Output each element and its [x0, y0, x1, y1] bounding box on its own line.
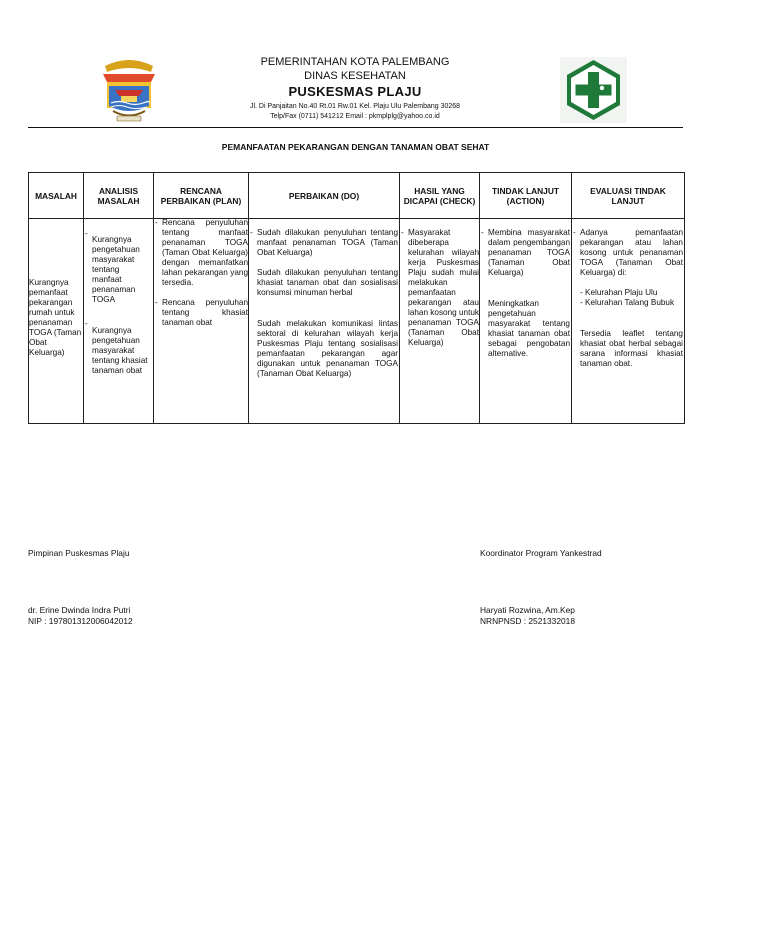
cell-hasil: [400, 219, 480, 424]
pdca-table: [28, 172, 685, 424]
table-header-row: [29, 173, 685, 219]
right-signatory-id: NRNPNSD : 2521332018: [480, 616, 575, 626]
right-signatory-role: Koordinator Program Yankestrad: [480, 548, 602, 558]
contact-info: Telp/Fax (0711) 541212 Email : pkmplplg@yahoo.co.id: [270, 113, 440, 120]
bullet-dash: -: [250, 228, 253, 237]
cell-masalah: [29, 219, 84, 424]
evaluasi-item: - Kelurahan Plaju Ulu: [580, 288, 658, 297]
cell-rencana: [154, 219, 249, 424]
agency-name: DINAS KESEHATAN: [304, 70, 406, 82]
hasil-text: Masyarakat dibeberapa kelurahan wilayah kerja Puskesmas Plaju sudah mulai melakukan pemanfaatan pekarangan atau lahan kosong untuk penanaman TOGA (Tanaman Obat Keluarga): [408, 228, 480, 347]
tindak-item: Meningkatkan pengetahuan masyarakat tentang khasiat tanaman obat sebagai pengobatan alternative.: [488, 299, 570, 358]
bullet-dash: -: [85, 319, 88, 328]
masalah-text: Kurangnya pemanfaat pekarangan rumah untuk penanaman TOGA (Taman Obat Keluarga): [29, 278, 82, 357]
left-signatory-role: Pimpinan Puskesmas Plaju: [28, 548, 130, 558]
evaluasi-closing: Tersedia leaflet tentang khasiat obat herbal sebagai sarana informasi khasiat tanaman obat.: [580, 329, 683, 368]
header-evaluasi: EVALUASI TINDAK LANJUT: [572, 173, 685, 219]
header-perbaikan: PERBAIKAN (DO): [249, 173, 400, 219]
evaluasi-item: - Kelurahan Talang Bubuk: [580, 298, 675, 307]
perbaikan-item: Sudah melakukan komunikasi lintas sektoral di kelurahan wilayah kerja Puskesmas Plaju tentang sosialisasi pemanfaatan pekarangan agar digunakan untuk penanaman TOGA (Tanaman Obat Keluarga): [257, 319, 398, 378]
evaluasi-intro: Adanya pemanfaatan pekarangan atau lahan kosong untuk penanaman TOGA (Tanaman Obat Keluarga) di:: [580, 228, 683, 277]
bullet-dash: -: [85, 229, 88, 238]
document-title: PEMANFAATAN PEKARANGAN DENGAN TANAMAN OBAT SEHAT: [221, 142, 490, 152]
header-divider: [28, 127, 683, 128]
letterhead: [200, 55, 510, 123]
puskesmas-green-cross-emblem: [560, 57, 627, 123]
palembang-city-emblem: [99, 56, 159, 124]
bullet-dash: -: [573, 228, 576, 237]
rencana-item: Rencana penyuluhan tentang manfaat penanaman TOGA (Taman Obat Keluarga) dengan memanfatkan lahan pekarangan yang tersedia.: [162, 218, 248, 287]
institution-name: PUSKESMAS PLAJU: [288, 84, 422, 99]
left-signatory-name: dr. Erine Dwinda Indra Putri: [28, 605, 131, 615]
tindak-item: Membina masyarakat dalam pengembangan penanaman TOGA (Tanaman Obat Keluarga): [488, 228, 570, 277]
header-analisis: ANALISIS MASALAH: [84, 173, 154, 219]
cell-perbaikan: [249, 219, 400, 424]
address: Jl. Di Panjaitan No.40 Rt.01 Rw.01 Kel. Plaju Ulu Palembang 30268: [249, 103, 461, 110]
perbaikan-item: Sudah dilakukan penyuluhan tentang manfaat penanaman TOGA (Taman Obat Keluarga): [257, 228, 398, 257]
header-tindak-lanjut: TINDAK LANJUT (ACTION): [480, 173, 572, 219]
cell-analisis: [84, 219, 154, 424]
header-rencana: RENCANA PERBAIKAN (PLAN): [154, 173, 249, 219]
header-masalah: MASALAH: [29, 173, 84, 219]
left-signatory-id: NIP : 197801312006042012: [28, 616, 133, 626]
bullet-dash: -: [401, 228, 404, 237]
perbaikan-item: Sudah dilakukan penyuluhan tentang khasiat tanaman obat dan sosialisasi konsumsi minuman herbal: [257, 268, 398, 297]
table-row: [29, 219, 685, 424]
cell-tindak-lanjut: [480, 219, 572, 424]
government-name: PEMERINTAHAN KOTA PALEMBANG: [260, 56, 450, 68]
bullet-dash: -: [155, 218, 158, 227]
bullet-dash: -: [155, 298, 158, 307]
cell-evaluasi: [572, 219, 685, 424]
analisis-item: Kurangnya pengetahuan masyarakat tentang manfaat penanaman TOGA: [92, 235, 140, 304]
header-hasil: HASIL YANG DICAPAI (CHECK): [400, 173, 480, 219]
analisis-item: Kurangnya pengetahuan masyarakat tentang khasiat tanaman obat: [92, 326, 148, 375]
right-signatory-name: Haryati Rozwina, Am.Kep: [480, 605, 575, 615]
rencana-item: Rencana penyuluhan tentang khasiat tanaman obat: [162, 298, 248, 327]
bullet-dash: -: [481, 228, 484, 237]
